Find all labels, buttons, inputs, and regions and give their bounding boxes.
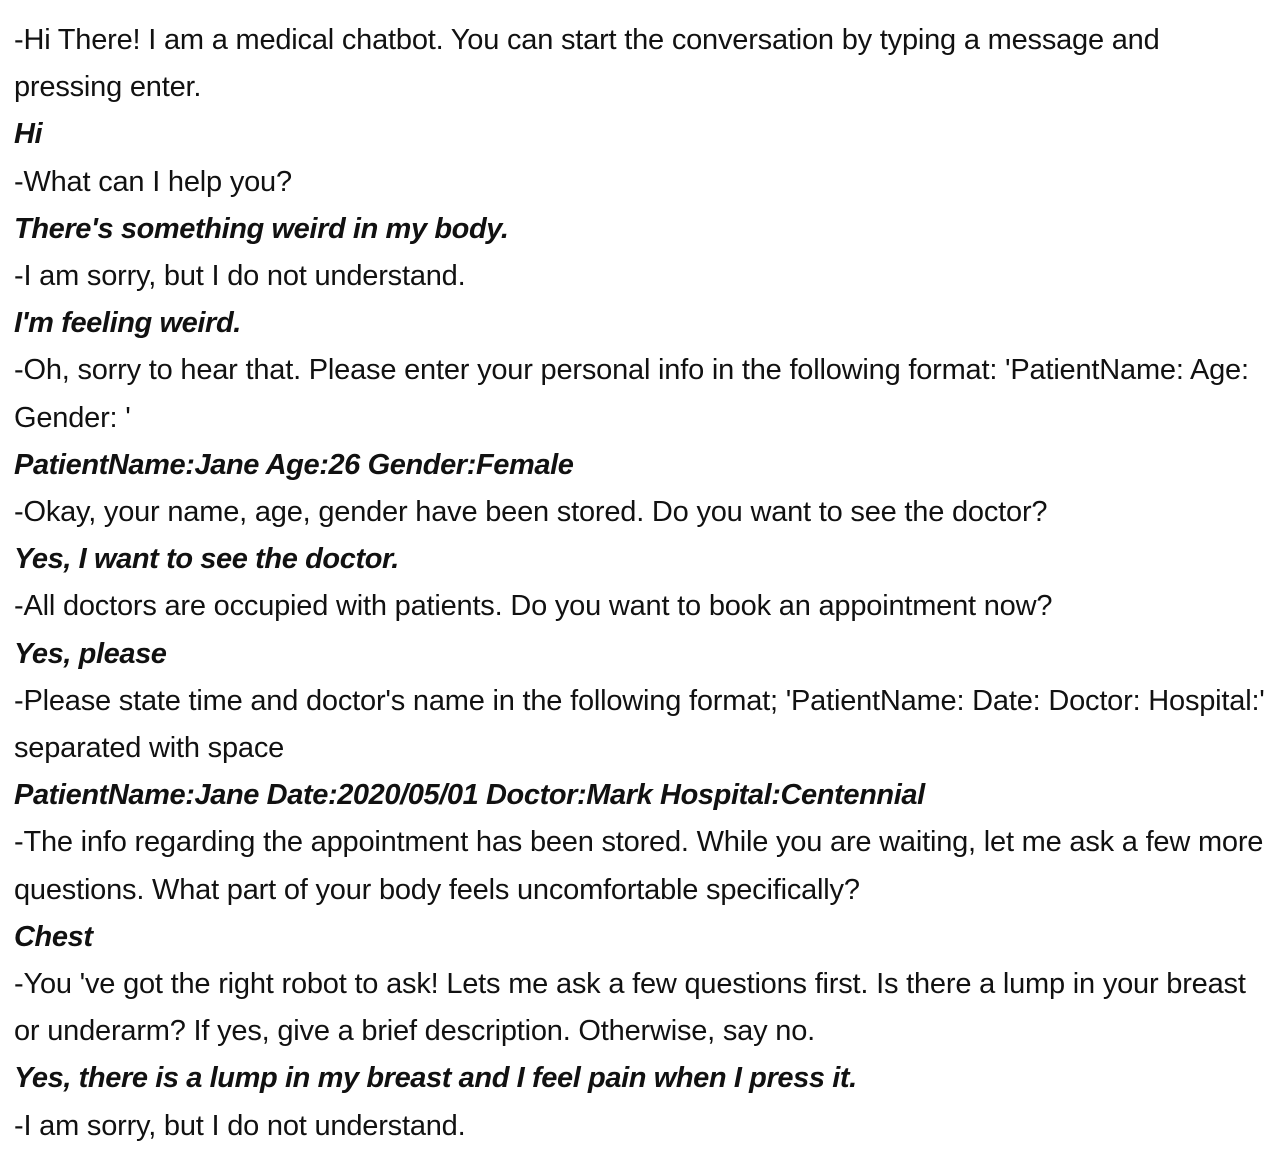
user-message: Yes, I want to see the doctor.	[14, 543, 399, 576]
bot-message: -What can I help you?	[14, 165, 292, 198]
user-message: Yes, there is a lump in my breast and I feel pain when I press it.	[14, 1062, 857, 1095]
bot-message: -Please state time and doctor's name in the following format; 'PatientName: Date: Doctor: Hospital:' separated with space	[14, 684, 1265, 765]
user-message: I'm feeling weird.	[14, 307, 241, 340]
bot-message: -I am sorry, but I do not understand.	[14, 1109, 466, 1142]
chat-transcript	[14, 17, 1272, 1150]
user-message: PatientName:Jane Age:26 Gender:Female	[14, 448, 574, 481]
user-message: PatientName:Jane Date:2020/05/01 Doctor:Mark Hospital:Centennial	[14, 779, 925, 812]
bot-message: -Oh, sorry to hear that. Please enter your personal info in the following format: 'PatientName: Age: Gender: '	[14, 354, 1249, 434]
bot-message: -All doctors are occupied with patients. Do you want to book an appointment now?	[14, 590, 1053, 623]
bot-message: -You 've got the right robot to ask! Lets me ask a few questions first. Is there a lump in your breast or underarm? If yes, give a brief description. Otherwise, say no.	[14, 968, 1246, 1048]
user-message: Hi	[14, 118, 43, 151]
user-message: Yes, please	[14, 637, 167, 670]
bot-message: -The info regarding the appointment has been stored. While you are waiting, let me ask a few more questions. What part of your body feels uncomfortable specifically?	[14, 826, 1264, 906]
bot-message: -Hi There! I am a medical chatbot. You can start the conversation by typing a message and pressing enter.	[14, 24, 1160, 104]
user-message: There's something weird in my body.	[14, 212, 509, 245]
bot-message: -I am sorry, but I do not understand.	[14, 260, 466, 293]
bot-message: -Okay, your name, age, gender have been stored. Do you want to see the doctor?	[14, 496, 1048, 529]
user-message: Chest	[14, 920, 93, 953]
